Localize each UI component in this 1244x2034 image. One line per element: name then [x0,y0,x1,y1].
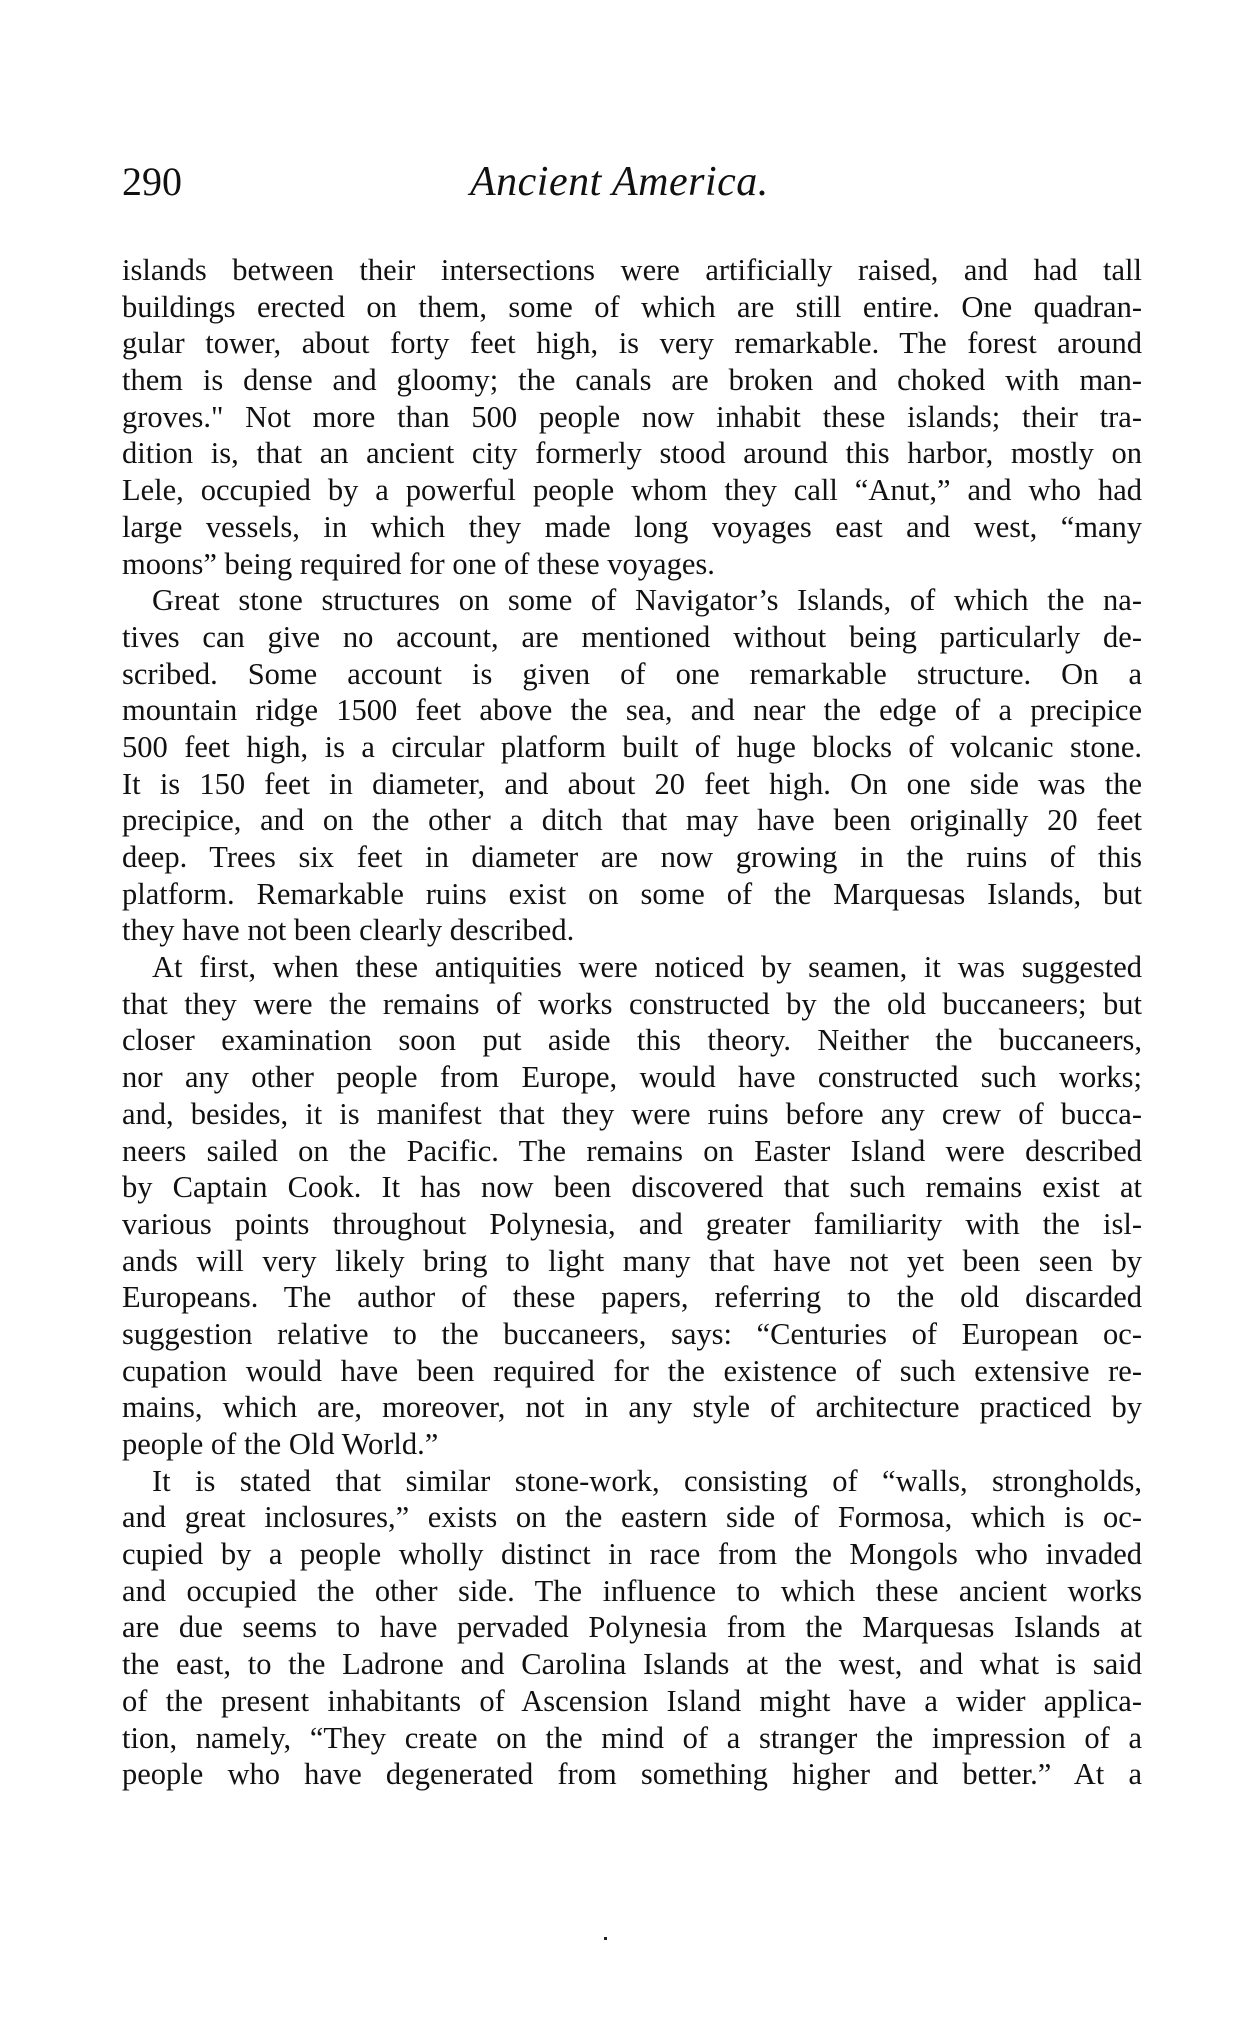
text-line: by Captain Cook. It has now been discovered that such remains exist at [122,1170,1142,1205]
text-line: tion, namely, “They create on the mind of a stranger the impression of a [122,1720,1142,1755]
print-speck [604,1937,607,1940]
running-title: Ancient America. [470,159,769,205]
text-line: moons” being required for one of these voyages. [122,546,715,581]
text-line: It is 150 feet in diameter, and about 20 feet high. On one side was the [122,766,1142,801]
text-line: they have not been clearly described. [122,913,575,948]
text-line: Lele, occupied by a powerful people whom they call “Anut,” and who had [122,473,1142,508]
text-line: 500 feet high, is a circular platform built of huge blocks of volcanic stone. [122,729,1142,764]
text-line: of the present inhabitants of Ascension Island might have a wider applica- [122,1683,1142,1718]
text-line: groves." Not more than 500 people now inhabit these islands; their tra- [122,399,1142,434]
text-line: people who have degenerated from something higher and better.” At a [122,1757,1142,1792]
text-line: various points throughout Polynesia, and greater familiarity with the isl- [122,1206,1142,1241]
running-head [122,158,1142,206]
text-line: nor any other people from Europe, would have constructed such works; [122,1060,1142,1095]
text-line: cupied by a people wholly distinct in race from the Mongols who invaded [122,1537,1142,1572]
text-line: dition is, that an ancient city formerly stood around this harbor, mostly on [122,436,1142,471]
body-text [122,252,1142,1793]
text-line: closer examination soon put aside this theory. Neither the buccaneers, [122,1023,1142,1058]
text-line: gular tower, about forty feet high, is very remarkable. The forest around [122,326,1142,361]
text-line: suggestion relative to the buccaneers, says: “Centuries of European oc- [122,1316,1142,1351]
text-line: ands will very likely bring to light many that have not yet been seen by [122,1243,1142,1278]
text-line: mountain ridge 1500 feet above the sea, and near the edge of a precipice [122,693,1142,728]
text-line: neers sailed on the Pacific. The remains on Easter Island were described [122,1133,1142,1168]
text-line: Great stone structures on some of Navigator’s Islands, of which the na- [152,583,1142,618]
text-line: buildings erected on them, some of which are still entire. One quadran- [122,289,1142,324]
paragraph-1 [122,252,1142,582]
text-line: and great inclosures,” exists on the eastern side of Formosa, which is oc- [122,1500,1142,1535]
text-line: precipice, and on the other a ditch that may have been originally 20 feet [122,803,1142,838]
text-line: and, besides, it is manifest that they were ruins before any crew of bucca- [122,1096,1142,1131]
text-line: It is stated that similar stone-work, consisting of “walls, strongholds, [152,1463,1142,1498]
text-line: Europeans. The author of these papers, referring to the old discarded [122,1280,1142,1315]
text-line: islands between their intersections were artificially raised, and had tall [122,253,1142,287]
text-line: At first, when these antiquities were noticed by seamen, it was suggested [152,950,1142,985]
text-line: them is dense and gloomy; the canals are broken and choked with man- [122,363,1142,398]
paragraph-2 [122,582,1142,949]
text-line: and occupied the other side. The influence to which these ancient works [122,1573,1142,1608]
text-line: people of the Old World.” [122,1427,439,1461]
text-line: scribed. Some account is given of one remarkable structure. On a [122,656,1142,691]
text-line: the east, to the Ladrone and Carolina Islands at the west, and what is said [122,1647,1142,1682]
text-line: cupation would have been required for the existence of such extensive re- [122,1353,1142,1388]
text-line: that they were the remains of works constructed by the old buccaneers; but [122,986,1142,1021]
paragraph-4 [122,1463,1142,1793]
text-line: large vessels, in which they made long voyages east and west, “many [122,509,1142,544]
paragraph-3 [122,949,1142,1463]
text-line: tives can give no account, are mentioned without being particularly de- [122,619,1142,654]
text-line: deep. Trees six feet in diameter are now growing in the ruins of this [122,840,1142,874]
text-line: are due seems to have pervaded Polynesia from the Marquesas Islands at [122,1610,1142,1645]
text-line: platform. Remarkable ruins exist on some of the Marquesas Islands, but [122,876,1142,911]
text-line: mains, which are, moreover, not in any style of architecture practiced by [122,1390,1142,1425]
page-number: 290 [122,159,182,204]
